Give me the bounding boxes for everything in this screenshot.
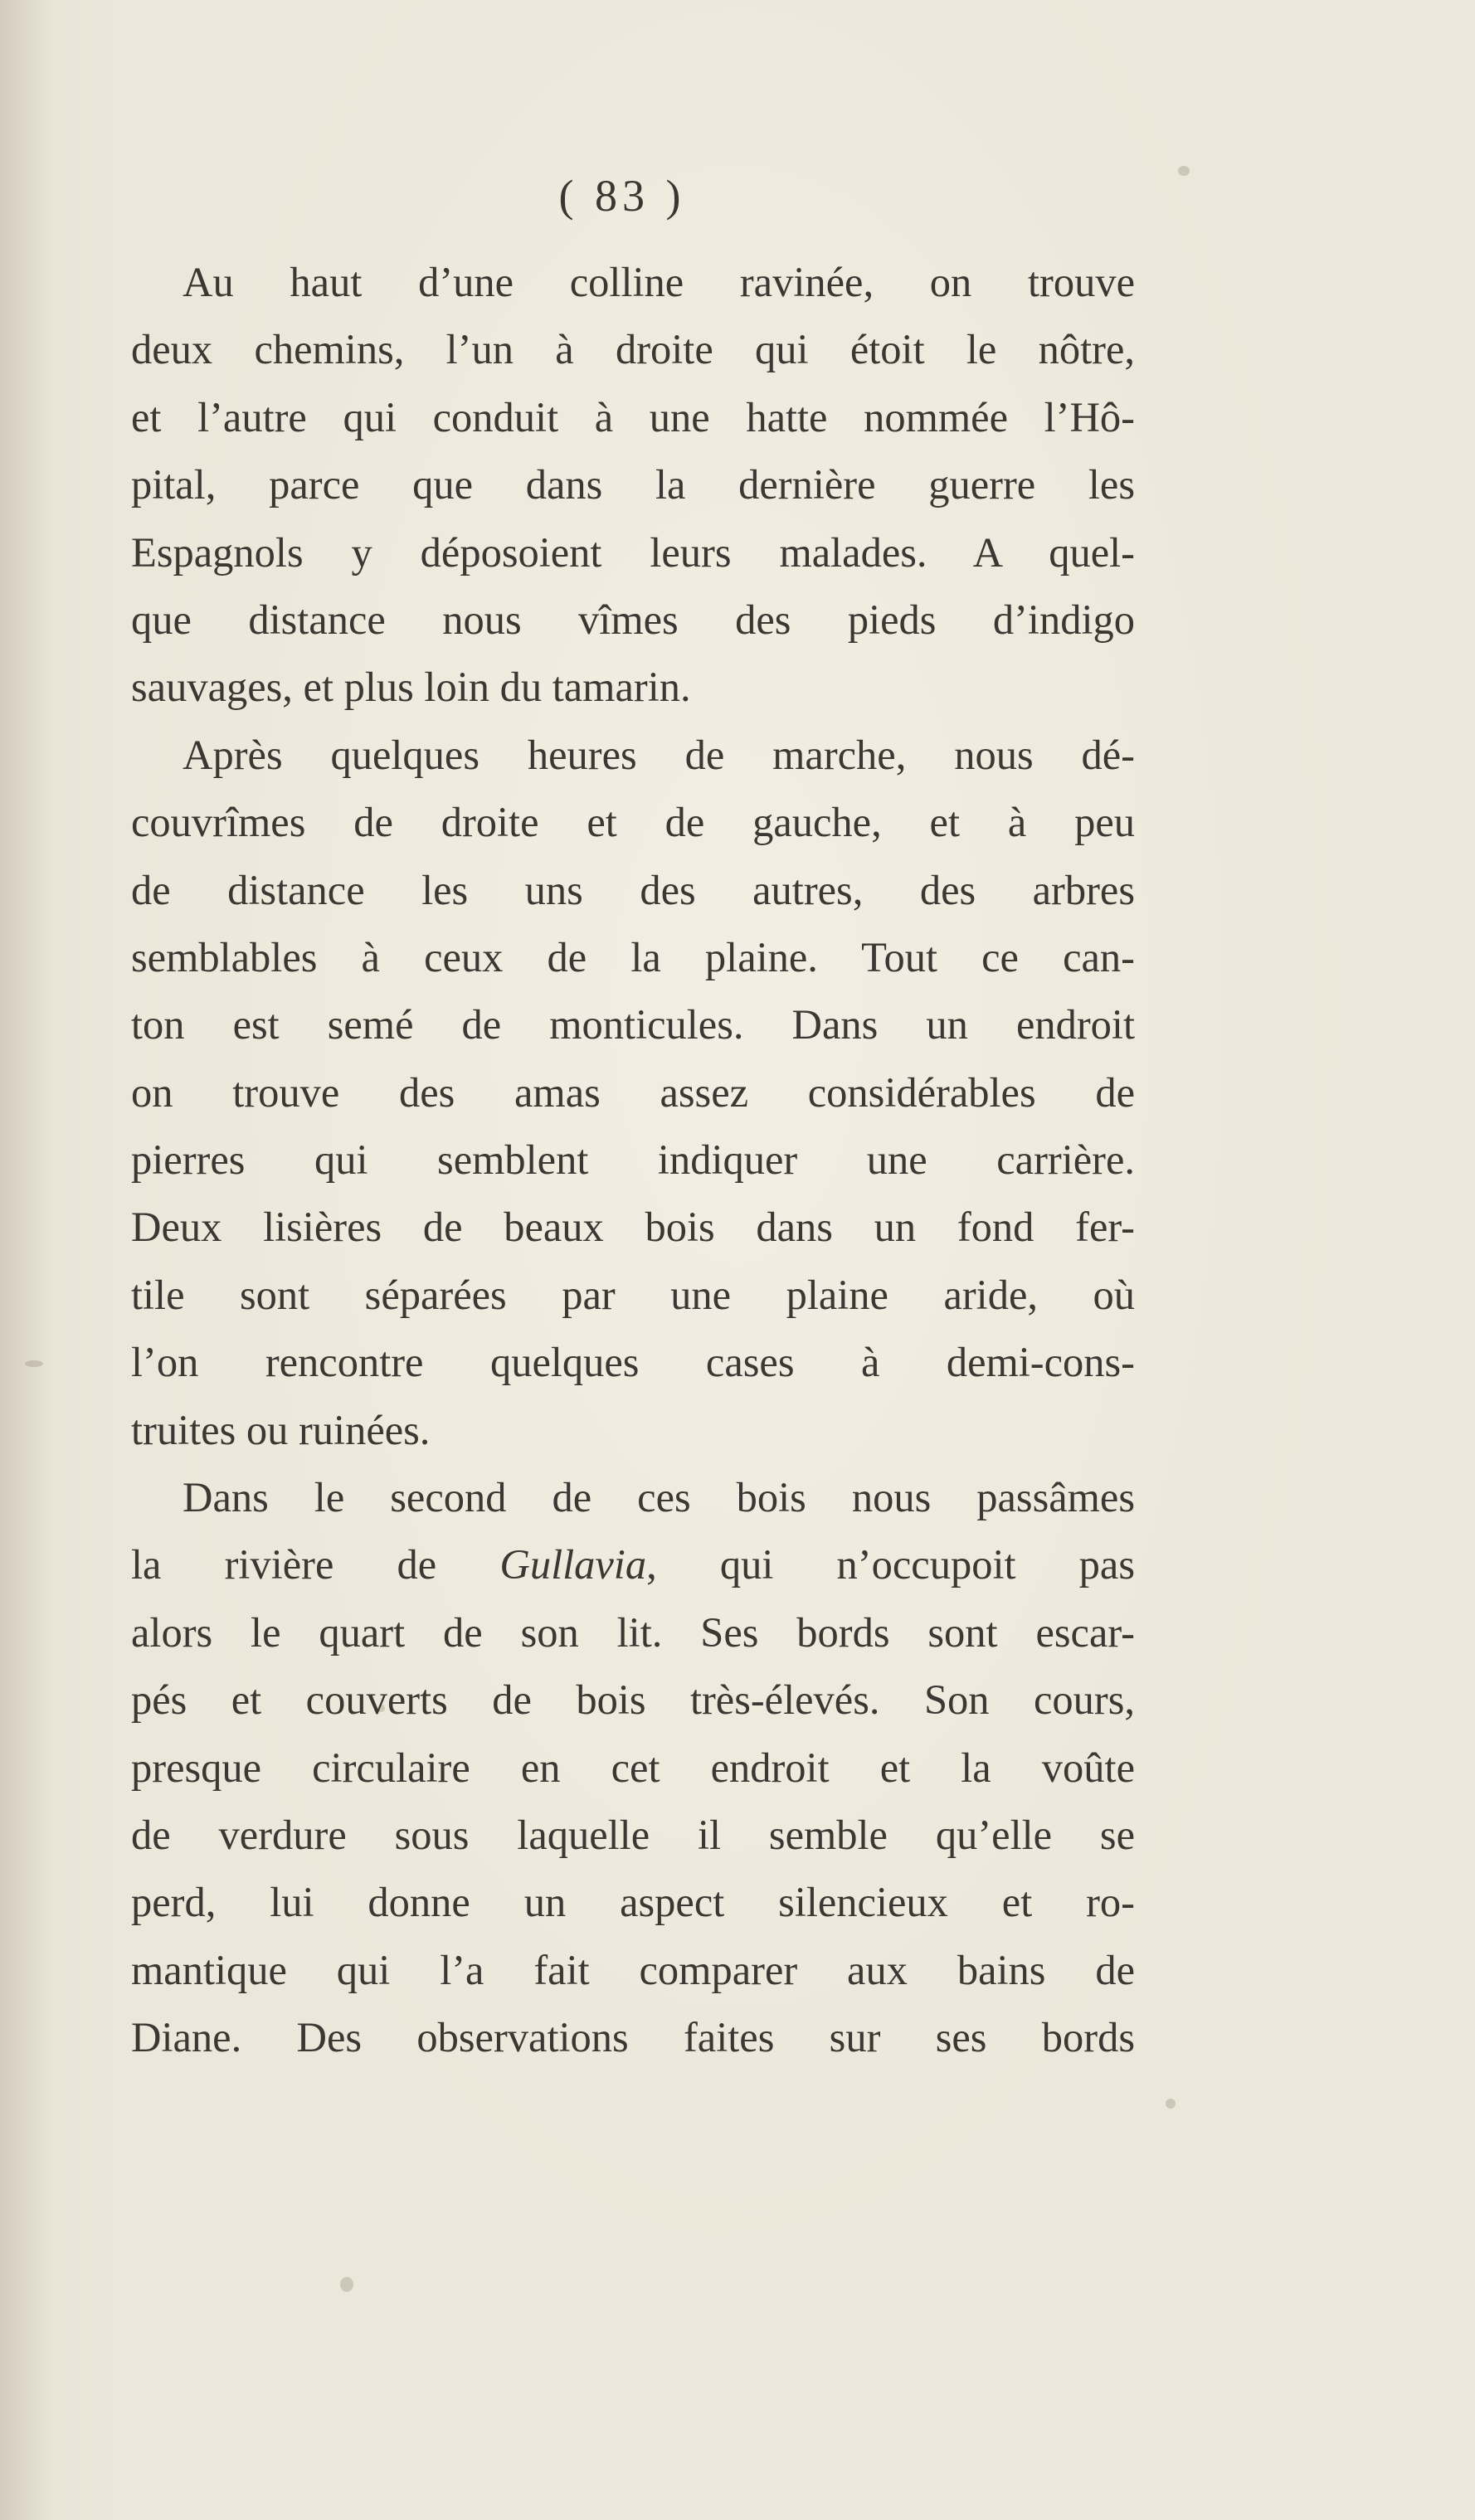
text-line: semblables à ceux de la plaine. Tout ce can- — [131, 933, 1135, 980]
text-line: pital, parce que dans la dernière guerre les — [131, 461, 1135, 508]
text-line: la rivière de Gullavia, qui n’occupoit pas — [131, 1541, 1135, 1588]
text-line: Diane. Des observations faites sur ses bords — [131, 2014, 1135, 2061]
text-line: on trouve des amas assez considérables de — [131, 1068, 1135, 1116]
text-line: Dans le second de ces bois nous passâmes — [183, 1474, 1135, 1521]
page-number: ( 83 ) — [558, 171, 686, 221]
text-line: pés et couverts de bois très-élevés. Son cours, — [131, 1676, 1135, 1724]
italic-name: Gullavia — [499, 1541, 647, 1588]
text-line: Deux lisières de beaux bois dans un fond fer- — [131, 1204, 1135, 1251]
text-line: Espagnols y déposoient leurs malades. A quel- — [131, 528, 1135, 576]
text-line: perd, lui donne un aspect silencieux et ro- — [131, 1879, 1135, 1926]
text-line: alors le quart de son lit. Ses bords sont escar- — [131, 1608, 1135, 1656]
text-line: et l’autre qui conduit à une hatte nommée l’Hô- — [131, 393, 1135, 440]
text-line: pierres qui semblent indiquer une carrière. — [131, 1136, 1135, 1184]
text-line: deux chemins, l’un à droite qui étoit le nôtre, — [131, 326, 1135, 373]
text-line: couvrîmes de droite et de gauche, et à peu — [131, 799, 1135, 846]
foxing-spot — [25, 1360, 43, 1367]
text-line: presque circulaire en cet endroit et la voûte — [131, 1744, 1135, 1791]
text-line: de distance les uns des autres, des arbres — [131, 866, 1135, 913]
text-line: de verdure sous laquelle il semble qu’elle se — [131, 1811, 1135, 1858]
body-text — [131, 249, 1135, 2072]
text-line: Au haut d’une colline ravinée, on trouve — [183, 259, 1135, 305]
text-line: tile sont séparées par une plaine aride, où — [131, 1271, 1135, 1318]
text-line: l’on rencontre quelques cases à demi-cons- — [131, 1339, 1135, 1386]
foxing-spot — [1166, 2099, 1176, 2109]
text-line: ton est semé de monticules. Dans un endroit — [131, 1001, 1135, 1048]
text-line: que distance nous vîmes des pieds d’indigo — [131, 596, 1135, 643]
text-line: Après quelques heures de marche, nous dé- — [183, 731, 1135, 778]
text-line: truites ou ruinées. — [131, 1406, 431, 1453]
text-line: sauvages, et plus loin du tamarin. — [131, 664, 691, 711]
text-line: mantique qui l’a fait comparer aux bains de — [131, 1946, 1135, 1993]
foxing-spot — [340, 2277, 353, 2292]
